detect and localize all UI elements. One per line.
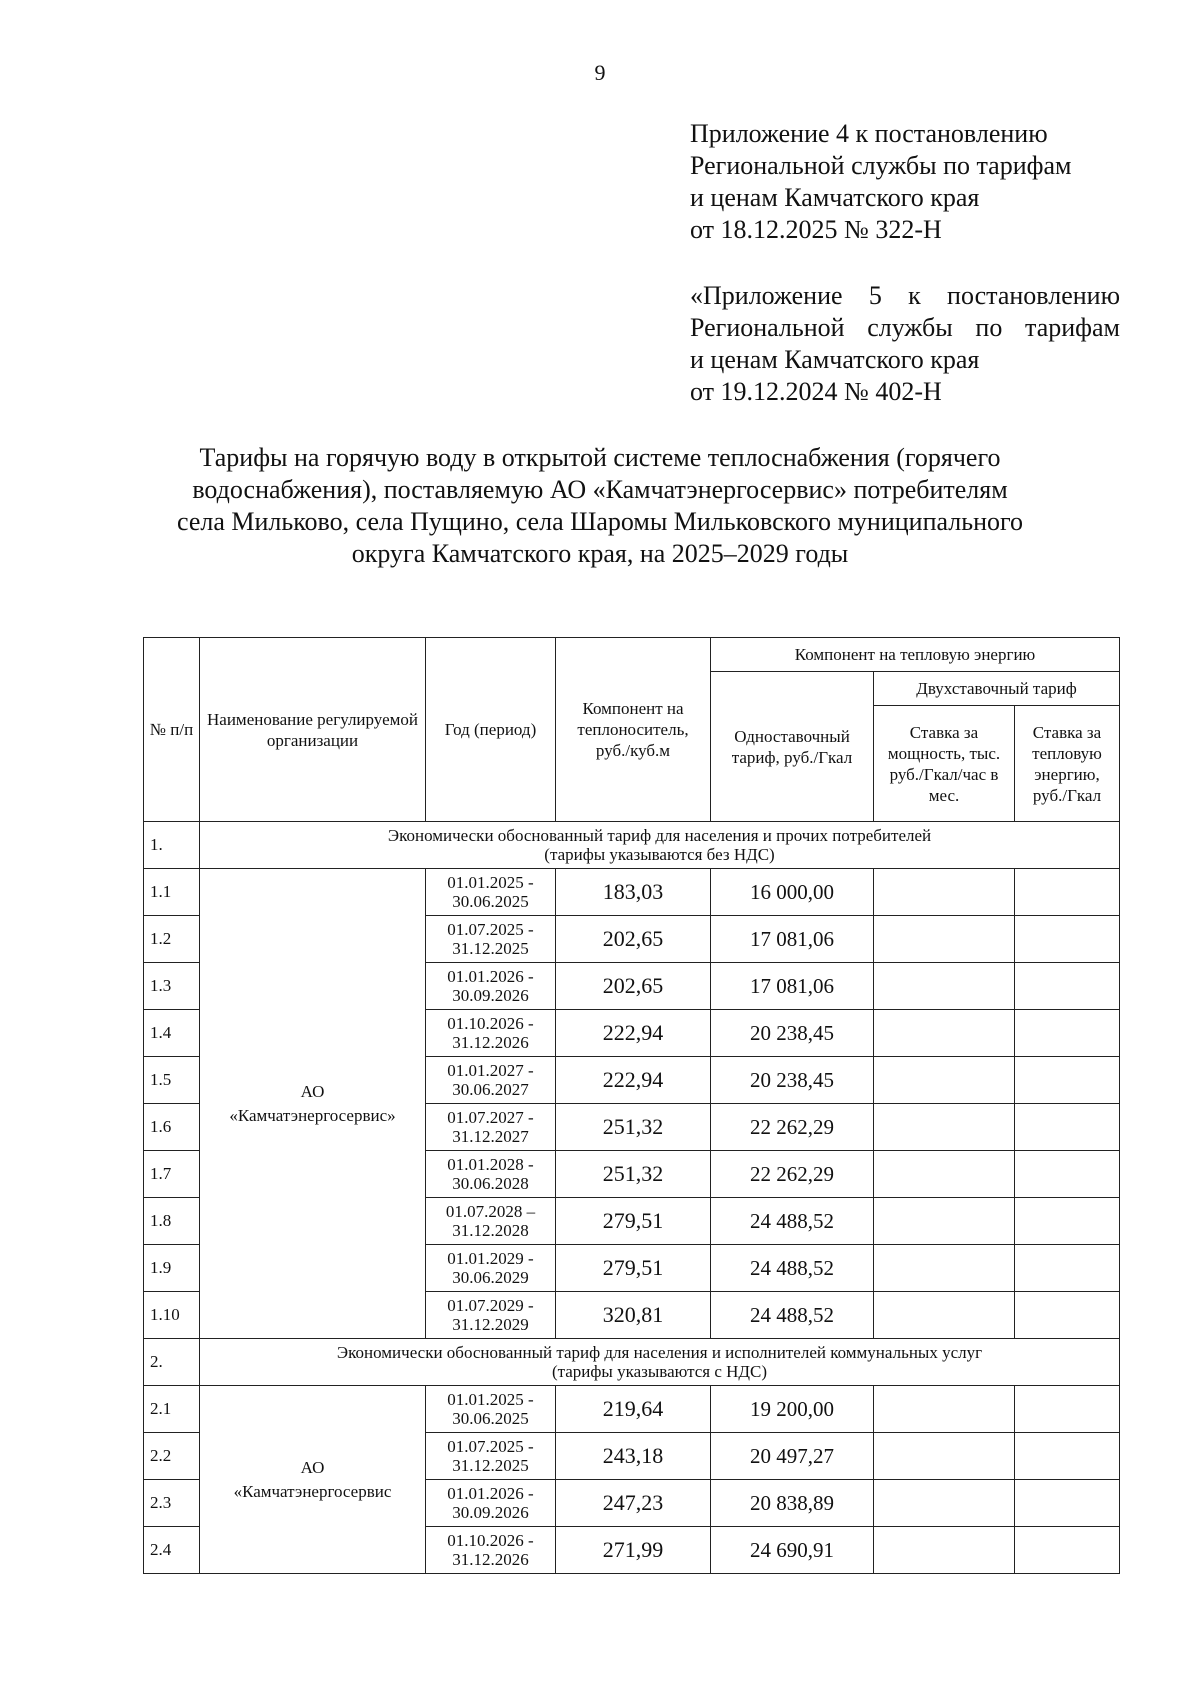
period-start: 01.10.2026 -: [447, 1014, 534, 1033]
period-start: 01.01.2029 -: [447, 1249, 534, 1268]
organization-name-line: АО: [300, 1457, 325, 1477]
single-rate-value: 17 081,06: [711, 916, 874, 963]
appendix-current-line: Приложение 4 к постановлению: [690, 119, 1048, 148]
row-number: 1.7: [144, 1151, 200, 1198]
period-start: 01.10.2026 -: [447, 1531, 534, 1550]
period-start: 01.07.2025 -: [447, 1437, 534, 1456]
section-title-note: (тарифы указываются с НДС): [551, 1362, 768, 1381]
single-rate-value: 16 000,00: [711, 869, 874, 916]
energy-rate-value: [1015, 1057, 1120, 1104]
capacity-rate-value: [874, 1433, 1015, 1480]
row-number: 2.3: [144, 1480, 200, 1527]
capacity-rate-value: [874, 1010, 1015, 1057]
section-title: [200, 822, 1120, 869]
header-capacity-rate: Ставка за мощность, тыс. руб./Гкал/час в мес.: [874, 706, 1015, 822]
period-end: 30.06.2025: [452, 892, 529, 911]
capacity-rate-value: [874, 1151, 1015, 1198]
organization-name-line: «Камчатэнергосервис: [233, 1481, 392, 1501]
row-number: 1.10: [144, 1292, 200, 1339]
single-rate-value: 17 081,06: [711, 963, 874, 1010]
appendix-current: [690, 118, 1120, 246]
carrier-value: 243,18: [556, 1433, 711, 1480]
carrier-value: 279,51: [556, 1198, 711, 1245]
period-cell: [426, 1245, 556, 1292]
single-rate-value: 24 488,52: [711, 1198, 874, 1245]
period-cell: [426, 1057, 556, 1104]
energy-rate-value: [1015, 1527, 1120, 1574]
row-number: 1.5: [144, 1057, 200, 1104]
capacity-rate-value: [874, 963, 1015, 1010]
energy-rate-value: [1015, 1292, 1120, 1339]
energy-rate-value: [1015, 1386, 1120, 1433]
single-rate-value: 24 690,91: [711, 1527, 874, 1574]
document-title: [140, 442, 1060, 570]
row-number: 2.2: [144, 1433, 200, 1480]
carrier-value: 219,64: [556, 1386, 711, 1433]
single-rate-value: 22 262,29: [711, 1151, 874, 1198]
single-rate-value: 20 238,45: [711, 1010, 874, 1057]
energy-rate-value: [1015, 1433, 1120, 1480]
carrier-value: 202,65: [556, 963, 711, 1010]
energy-rate-value: [1015, 1480, 1120, 1527]
capacity-rate-value: [874, 1245, 1015, 1292]
capacity-rate-value: [874, 1057, 1015, 1104]
tariff-table: [143, 637, 1120, 1574]
table-row: [144, 1386, 1120, 1433]
period-end: 31.12.2025: [452, 1456, 529, 1475]
period-cell: [426, 1527, 556, 1574]
energy-rate-value: [1015, 963, 1120, 1010]
table-row: [144, 869, 1120, 916]
appendix-previous-line: и ценам Камчатского края: [690, 345, 980, 374]
period-end: 30.06.2029: [452, 1268, 529, 1287]
row-number: 2.1: [144, 1386, 200, 1433]
row-number: 1.4: [144, 1010, 200, 1057]
period-end: 30.06.2027: [452, 1080, 529, 1099]
period-cell: [426, 916, 556, 963]
single-rate-value: 20 838,89: [711, 1480, 874, 1527]
appendix-previous-line: Региональной службы по тарифам: [690, 313, 1120, 342]
header-two-rate: Двухставочный тариф: [874, 672, 1120, 706]
period-start: 01.01.2026 -: [447, 967, 534, 986]
row-number: 1.3: [144, 963, 200, 1010]
capacity-rate-value: [874, 916, 1015, 963]
page-number: 9: [594, 60, 606, 85]
period-cell: [426, 1151, 556, 1198]
capacity-rate-value: [874, 1386, 1015, 1433]
section-title: [200, 1339, 1120, 1386]
period-start: 01.01.2025 -: [447, 873, 534, 892]
carrier-value: 279,51: [556, 1245, 711, 1292]
period-cell: [426, 1292, 556, 1339]
energy-rate-value: [1015, 916, 1120, 963]
capacity-rate-value: [874, 1292, 1015, 1339]
period-end: 31.12.2028: [452, 1221, 529, 1240]
carrier-value: 222,94: [556, 1057, 711, 1104]
period-start: 01.07.2028 –: [445, 1202, 536, 1221]
energy-rate-value: [1015, 869, 1120, 916]
period-cell: [426, 1433, 556, 1480]
document-title-line: водоснабжения), поставляемую АО «Камчатэнергосервис» потребителям: [192, 475, 1008, 504]
organization-name: [200, 1386, 426, 1574]
period-start: 01.07.2029 -: [447, 1296, 534, 1315]
period-end: 31.12.2027: [452, 1127, 529, 1146]
period-cell: [426, 1104, 556, 1151]
energy-rate-value: [1015, 1104, 1120, 1151]
organization-name-line: «Камчатэнергосервис»: [229, 1105, 396, 1125]
carrier-value: 251,32: [556, 1151, 711, 1198]
section-row: [144, 822, 1120, 869]
row-number: 1.8: [144, 1198, 200, 1245]
period-end: 31.12.2026: [452, 1033, 529, 1052]
organization-name-line: АО: [300, 1081, 325, 1101]
energy-rate-value: [1015, 1245, 1120, 1292]
period-start: 01.01.2025 -: [447, 1390, 534, 1409]
appendix-current-line: и ценам Камчатского края: [690, 183, 980, 212]
section-title-line: Экономически обоснованный тариф для населения и исполнителей коммунальных услуг: [336, 1343, 983, 1362]
organization-name: [200, 869, 426, 1339]
appendix-previous: [690, 280, 1120, 408]
section-number: 1.: [144, 822, 200, 869]
period-end: 30.09.2026: [452, 1503, 529, 1522]
header-heat-component: Компонент на тепловую энергию: [711, 638, 1120, 672]
section-title-line: Экономически обоснованный тариф для населения и прочих потребителей: [387, 826, 932, 845]
energy-rate-value: [1015, 1198, 1120, 1245]
period-start: 01.01.2027 -: [447, 1061, 534, 1080]
period-end: 30.09.2026: [452, 986, 529, 1005]
single-rate-value: 19 200,00: [711, 1386, 874, 1433]
period-start: 01.01.2028 -: [447, 1155, 534, 1174]
appendix-current-line: Региональной службы по тарифам: [690, 151, 1072, 180]
single-rate-value: 24 488,52: [711, 1245, 874, 1292]
section-number: 2.: [144, 1339, 200, 1386]
period-cell: [426, 1010, 556, 1057]
carrier-value: 222,94: [556, 1010, 711, 1057]
carrier-value: 183,03: [556, 869, 711, 916]
period-start: 01.07.2027 -: [447, 1108, 534, 1127]
single-rate-value: 20 497,27: [711, 1433, 874, 1480]
period-end: 31.12.2029: [452, 1315, 529, 1334]
carrier-value: 251,32: [556, 1104, 711, 1151]
period-cell: [426, 1480, 556, 1527]
single-rate-value: 20 238,45: [711, 1057, 874, 1104]
carrier-value: 247,23: [556, 1480, 711, 1527]
header-single-rate: Одноставочный тариф, руб./Гкал: [711, 672, 874, 822]
period-cell: [426, 1386, 556, 1433]
single-rate-value: 24 488,52: [711, 1292, 874, 1339]
document-title-line: села Мильково, села Пущино, села Шаромы Мильковского муниципального: [176, 507, 1024, 536]
document-title-line: Тарифы на горячую воду в открытой системе теплоснабжения (горячего: [199, 443, 1001, 472]
period-start: 01.07.2025 -: [447, 920, 534, 939]
period-end: 30.06.2025: [452, 1409, 529, 1428]
capacity-rate-value: [874, 1104, 1015, 1151]
row-number: 1.9: [144, 1245, 200, 1292]
appendix-current-line: от 18.12.2025 № 322-Н: [690, 215, 942, 244]
period-cell: [426, 869, 556, 916]
carrier-value: 271,99: [556, 1527, 711, 1574]
capacity-rate-value: [874, 1198, 1015, 1245]
energy-rate-value: [1015, 1151, 1120, 1198]
row-number: 2.4: [144, 1527, 200, 1574]
appendix-previous-line: от 19.12.2024 № 402-Н: [690, 377, 942, 406]
period-end: 31.12.2026: [452, 1550, 529, 1569]
carrier-value: 202,65: [556, 916, 711, 963]
header-period: Год (период): [426, 638, 556, 822]
energy-rate-value: [1015, 1010, 1120, 1057]
period-cell: [426, 963, 556, 1010]
header-carrier-component: Компонент на теплоноситель, руб./куб.м: [556, 638, 711, 822]
section-title-note: (тарифы указываются без НДС): [544, 845, 775, 864]
period-cell: [426, 1198, 556, 1245]
capacity-rate-value: [874, 1480, 1015, 1527]
period-end: 30.06.2028: [452, 1174, 529, 1193]
period-start: 01.01.2026 -: [447, 1484, 534, 1503]
appendix-previous-line: «Приложение 5 к постановлению: [690, 281, 1120, 310]
period-end: 31.12.2025: [452, 939, 529, 958]
carrier-value: 320,81: [556, 1292, 711, 1339]
row-number: 1.1: [144, 869, 200, 916]
header-org: Наименование регулируемой организации: [200, 638, 426, 822]
capacity-rate-value: [874, 869, 1015, 916]
capacity-rate-value: [874, 1527, 1015, 1574]
section-row: [144, 1339, 1120, 1386]
header-energy-rate: Ставка за тепловую энергию, руб./Гкал: [1015, 706, 1120, 822]
row-number: 1.6: [144, 1104, 200, 1151]
document-title-line: округа Камчатского края, на 2025–2029 годы: [351, 539, 849, 568]
row-number: 1.2: [144, 916, 200, 963]
single-rate-value: 22 262,29: [711, 1104, 874, 1151]
header-num: № п/п: [144, 638, 200, 822]
table-body: [144, 822, 1120, 1574]
